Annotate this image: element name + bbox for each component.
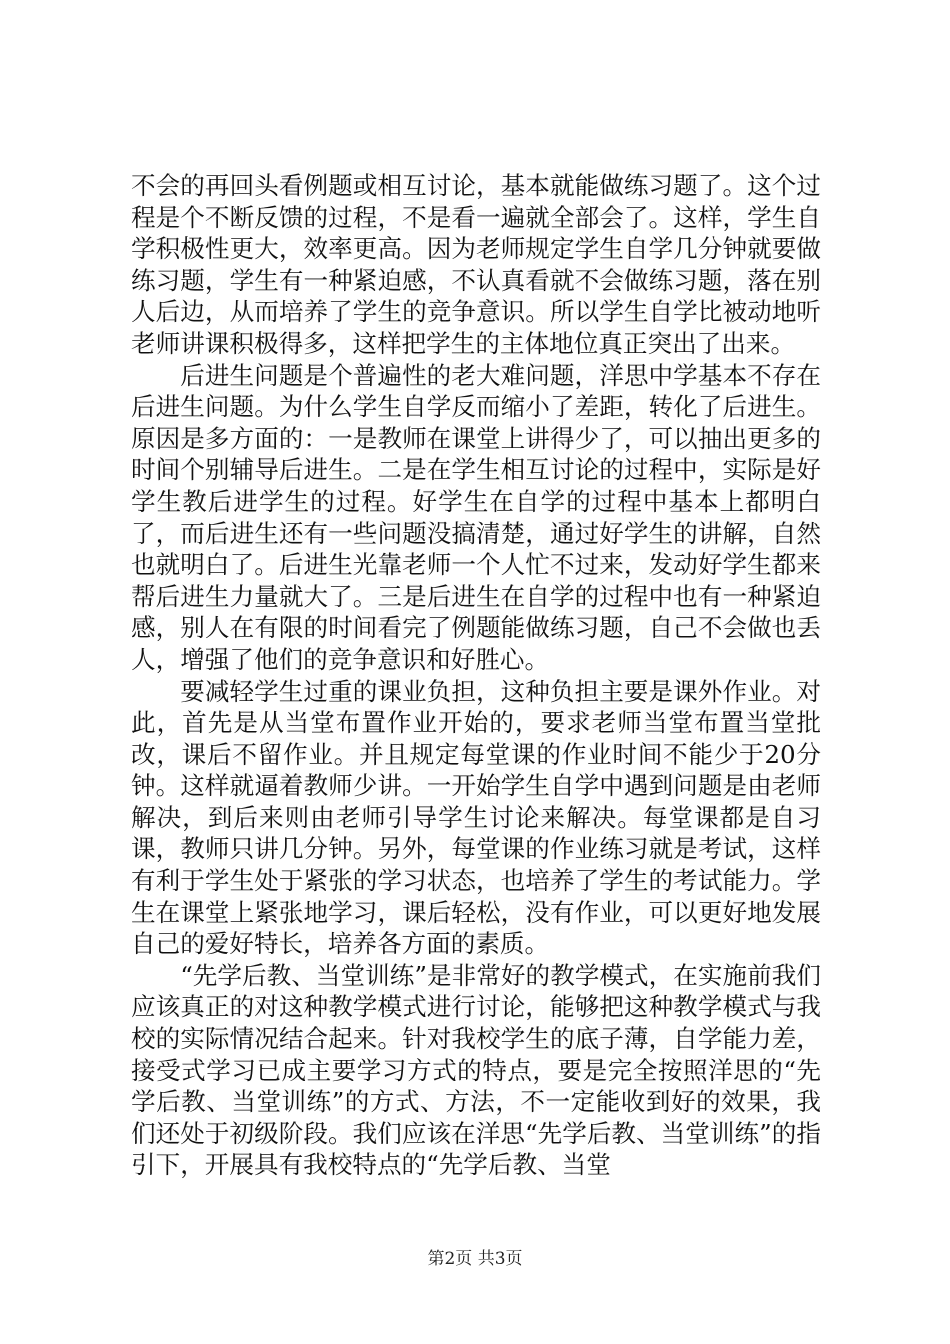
paragraph-4: “先学后教、当堂训练”是非常好的教学模式，在实施前我们应该真正的对这种教学模式进行讨论，能够把这种教学模式与我校的实际情况结合起来。针对我校学生的底子薄，自学能力差，接受式学习已成主要学习方式的特点，要是完全按照洋思的“先学后教、当堂训练”的方式、方法，不一定能收到好的效果，我们还处于初级阶段。我们应该在洋思“先学后教、当堂训练”的指引下，开展具有我校特点的“先学后教、当堂 [131, 960, 821, 1180]
paragraph-1: 不会的再回头看例题或相互讨论，基本就能做练习题了。这个过程是个不断反馈的过程，不是看一遍就全部会了。这样，学生自学积极性更大，效率更高。因为老师规定学生自学几分钟就要做练习题，学生有一种紧迫感，不认真看就不会做练习题，落在别人后边，从而培养了学生的竞争意识。所以学生自学比被动地听老师讲课积极得多，这样把学生的主体地位真正突出了出来。 [131, 171, 821, 358]
paragraph-3: 要减轻学生过重的课业负担，这种负担主要是课外作业。对此，首先是从当堂布置作业开始的，要求老师当堂布置当堂批改，课后不留作业。并且规定每堂课的作业时间不能少于20分钟。这样就逼着教师少讲。一开始学生自学中遇到问题是由老师解决，到后来则由老师引导学生讨论来解决。每堂课都是自习课，教师只讲几分钟。另外，每堂课的作业练习就是考试，这样有利于学生处于紧张的学习状态，也培养了学生的考试能力。学生在课堂上紧张地学习，课后轻松，没有作业，可以更好地发展自己的爱好特长，培养各方面的素质。 [131, 676, 821, 959]
page-number-footer: 第2页 共3页 [427, 1249, 523, 1269]
paragraph-2: 后进生问题是个普遍性的老大难问题，洋思中学基本不存在后进生问题。为什么学生自学反而缩小了差距，转化了后进生。原因是多方面的：一是教师在课堂上讲得少了，可以抽出更多的时间个别辅导后进生。二是在学生相互讨论的过程中，实际是好学生教后进学生的过程。好学生在自学的过程中基本上都明白了，而后进生还有一些问题没搞清楚，通过好学生的讲解，自然也就明白了。后进生光靠老师一个人忙不过来，发动好学生都来帮后进生力量就大了。三是后进生在自学的过程中也有一种紧迫感，别人在有限的时间看完了例题能做练习题，自己不会做也丢人，增强了他们的竞争意识和好胜心。 [131, 360, 821, 674]
document-body [131, 170, 821, 1181]
